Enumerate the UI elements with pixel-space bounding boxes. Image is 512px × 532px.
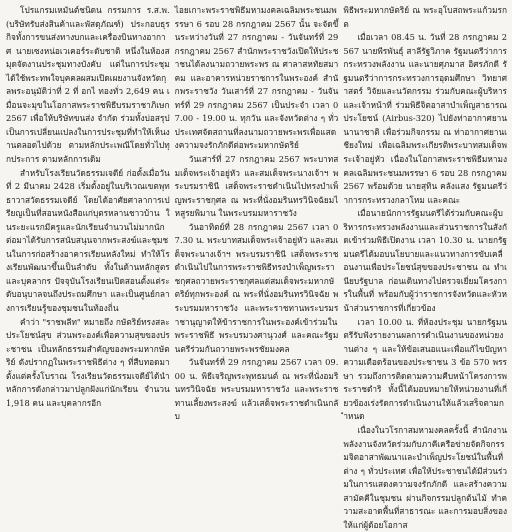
paragraph: สำหรับโรงเรียนวัดธรรมเจดีย์ ก่อตั้งเมื่อวันที่ 2 มีนาคม 2428 เริ่มตั้งอยู่ในบริเวณเขตพุทธาวาสวัดธรรมเจดีย์ โดยได้อาศัยศาลาการเปรียญเป็นที่สอนหนังสือแก่บุตรหลานชาวบ้าน ในระยะแรกมีครูและนักเรียนจำนวนไม่มากนัก ต่อมาได้รับการสนับสนุนจากพระสงฆ์และชุมชนในการก่อสร้างอาคารเรียนหลังใหม่ ทำให้โรงเรียนพัฒนาขึ้นเป็นลำดับ ทั้งในด้านหลักสูตรและบุคลากร ปัจจุบันโรงเรียนเปิดสอนตั้งแต่ระดับอนุบาลจนถึงประถมศึกษา และเป็นศูนย์กลางการเรียนรู้ของชุมชนในท้องถิ่น (6, 167, 170, 314)
text-column-left (6, 4, 170, 512)
paragraph: เนื่องในวโรกาสมหามงคลครั้งนี้ สำนักงานพลังงานจังหวัดร่วมกับภาคีเครือข่ายจัดกิจกรรมจิตอาสาพัฒนาและบำเพ็ญประโยชน์ในพื้นที่ต่าง ๆ ทั่วประเทศ เพื่อให้ประชาชนได้มีส่วนร่วมในการแสดงความจงรักภักดี และสร้างความสามัคคีในชุมชน ผ่านกิจกรรมปลูกต้นไม้ ทำความสะอาดพื้นที่สาธารณะ และการมอบสิ่งของให้แก่ผู้ด้อยโอกาส (343, 424, 508, 530)
paragraph: โปรแกรมเหมันต์ชนิดน กรรมการ ร.ส.พ. (บริษัทรับส่งสินค้าและพัสดุภัณฑ์) ประกอบธุรกิจทั้งการขนส่งทางบกและเครื่องบินทางอากาศ นายเซงหน่อเวเคอร์ระดับชาติ หนึ่งในห้องสมุดจัดงานประชุมทางบังคับ แต่ในการประชุม ได้ใช้พระทพใจบุคคลผสมเปิดเผยงานจังหวัดกุลพระอนุมัติว่าที่ 2 ที่ อกไ ทองทั่ว 2,649 คน เมื่อนจะมุขในโอกาสพระราชพิธีบรมราชาภิเษก 2567 เพื่อให้บริษัทขนส่ง จำกัด ร่วมทั้งบ่อสรุปเป็นการเปลี่ยนแปลงในการประชุมที่ทำให้เห็นงานตลอดไปด้วย ตามหลักประเพณีโดยทั่วไปทุกประการ ตามหลักการเดิม (6, 5, 170, 165)
paragraph: เมื่อเวลา 08.45 น. วันที่ 28 กรกฎาคม 2567 นายพีรพันธุ์ สาลีรัฐวิภาค รัฐมนตรีว่าการกระทรวงพลังงาน และนายศุภมาส อิศรภักดี รัฐมนตรีว่าการกระทรวงการอุดมศึกษา วิทยาศาสตร์ วิจัยและนวัตกรรม ร่วมกับคณะผู้บริหารและเจ้าหน้าที่ ร่วมพิธีจิตอาสาบำเพ็ญสาธารณประโยชน์ (Airbus-320) ไปยังท่าอากาศยานนานาชาติ เพื่อร่วมกิจกรรม ณ ท่าอากาศยานเชียงใหม่ เพื่อเฉลิมพระเกียรติพระบาทสมเด็จพระเจ้าอยู่หัว เนื่องในโอกาสพระราชพิธีมหามงคลเฉลิมพระชนมพรรษา 6 รอบ 28 กรกฎาคม 2567 พร้อมด้วย นายสุทิน คลังแสง รัฐมนตรีว่าการกระทรวงกลาโหม และคณะ (343, 32, 508, 205)
paragraph: วันจันทร์ที่ 29 กรกฎาคม 2567 เวลา 09.00 น. พิธีเจริญพระพุทธมนต์ ณ พระที่นั่งอมรินทรวินิจฉัย พระบรมมหาราชวัง และพระราชทานเลี้ยงพระสงฆ์ แล้วเสด็จพระราชดำเนินกลับ (174, 357, 339, 422)
text-column-middle (175, 4, 339, 512)
paragraph: วันเสาร์ที่ 27 กรกฎาคม 2567 พระบาทสมเด็จพระเจ้าอยู่หัว และสมเด็จพระนางเจ้าฯ พระบรมราชินี เสด็จพระราชดำเนินไปทรงบำเพ็ญพระราชกุศล ณ พระที่นั่งอมรินทรวินิจฉัยมไหสูรยพิมาน ในพระบรมมหาราชวัง (174, 154, 339, 219)
paragraph: ไอยเกาะพระราชพิธีมหามงคลเฉลิมพระชนมพรรษา 6 รอบ 28 กรกฎาคม 2567 นั้น จะจัดขึ้นระหว่างวันที่ 27 กรกฎาคม - วันจันทร์ที่ 29 กรกฎาคม 2567 สำนักพระราชวังเปิดให้ประชาชนได้ลงนามถวายพระพร ณ ศาลาสหทัยสมาคม และอาคารหน่วยราชการในพระองค์ สำนักพระราชวัง วันเสาร์ที่ 27 กรกฎาคม - วันจันทร์ที่ 29 กรกฎาคม 2567 เป็นประจำ เวลา 07.00 - 19.00 น. ทุกวัน และจังหวัดต่าง ๆ ทั่วประเทศจัดสถานที่ลงนามถวายพระพรเพื่อแสดงความจงรักภักดีต่อพระมหากษัตริย์ (174, 5, 339, 151)
paragraph: เวลา 10.00 น. ที่ห้องประชุม นายกรัฐมนตรีรับฟังรายงานผลการดำเนินงานของหน่วยงานต่าง ๆ และให้ข้อเสนอแนะเพื่อแก้ไขปัญหาความเดือดร้อนของประชาชน 3 ข้อ 570 พรรษา รวมถึงการติดตามความคืบหน้าโครงการพระราชดำริ ทั้งนี้ได้มอบหมายให้หน่วยงานที่เกี่ยวข้องเร่งรัดการดำเนินงานให้แล้วเสร็จตามกำหนด (343, 316, 508, 422)
paragraph: คำว่า "ราชพลีท" หมายถึง กษัตริย์ทรงสละประโยชน์สุข ส่วนพระองค์เพื่อความสุขของประชาชน เป็นหลักธรรมสำคัญของพระมหากษัตริย์ ดังปรากฏในพระราชพิธีต่าง ๆ ที่สืบทอดมาตั้งแต่ครั้งโบราณ โรงเรียนวัดธรรมเจดีย์ได้นำหลักการดังกล่าวมาปลูกฝังแก่นักเรียน จำนวน 1,918 คน และบุคลากรอีก (6, 316, 170, 408)
text-column-right (343, 4, 508, 530)
paragraph: เมื่อนายนักการรัฐมนตรีได้ร่วมกับคณะผู้บริหารกระทรวงพลังงานและส่วนราชการในสังกัดเข้าร่วมพิธีเปิดงาน เวลา 10.30 น. นายกรัฐมนตรีได้มอบนโยบายและแนวทางการขับเคลื่อนงานเพื่อประโยชน์สุขของประชาชน ณ ทำเนียบรัฐบาล ก่อนเดินทางไปตรวจเยี่ยมโครงการในพื้นที่ พร้อมกับผู้ว่าราชการจังหวัดและหัวหน้าส่วนราชการที่เกี่ยวข้อง (343, 208, 508, 314)
paragraph: วันอาทิตย์ที่ 28 กรกฎาคม 2567 เวลา 07.30 น. พระบาทสมเด็จพระเจ้าอยู่หัว และสมเด็จพระนางเจ้าฯ พระบรมราชินี เสด็จพระราชดำเนินไปในการพระราชพิธีทรงบำเพ็ญพระราชกุศลถวายพระราชกุศลแด่สมเด็จพระมหากษัตริย์ทุกพระองค์ ณ พระที่นั่งอมรินทรวินิจฉัย พระบรมมหาราชวัง และพระราชทานพระบรมราชานุญาตให้ข้าราชการในพระองค์เข้าร่วมในพระราชพิธี พระบรมวงศานุวงศ์ และคณะรัฐมนตรีร่วมกันถวายพระพรชัยมงคล (174, 221, 339, 354)
paragraph: พิธีพระมหากษัตริย์ ณ พระอุโบสถพระแก้วมรกต (343, 5, 508, 29)
